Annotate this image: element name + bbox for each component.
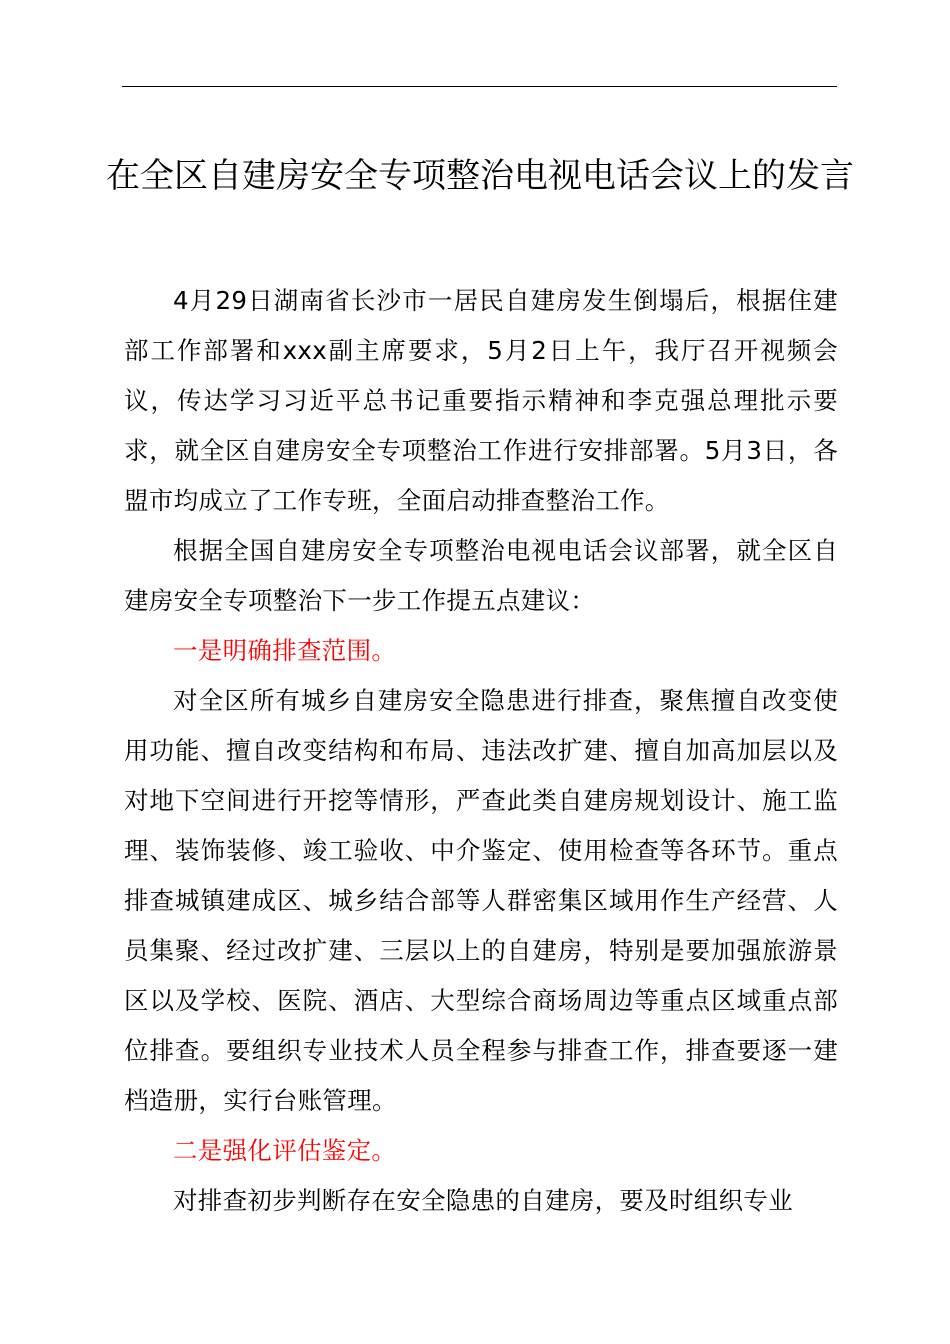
heading-point-one: 一是明确排查范围。 (173, 636, 397, 665)
paragraph-suggestions: 根据全国自建房安全专项整治电视电话会议部署，就全区自建房安全专项整治下一步工作提五点建议： (124, 536, 838, 615)
document-title: 在全区自建房安全专项整治电视电话会议上的发言 (106, 156, 854, 196)
document-body (124, 276, 838, 1226)
paragraph-point-one: 对全区所有城乡自建房安全隐患进行排查，聚焦擅自改变使用功能、擅自改变结构和布局、违法改扩建、擅自加高加层以及对地下空间进行开挖等情形，严查此类自建房规划设计、施工监理、装饰装修、竣工验收、中介鉴定、使用检查等各环节。重点排查城镇建成区、城乡结合部等人群密集区域用作生产经营、人员集聚、经过改扩建、三层以上的自建房，特别是要加强旅游景区以及学校、医院、酒店、大型综合商场周边等重点区域重点部位排查。要组织专业技术人员全程参与排查工作，排查要逐一建档造册，实行台账管理。 (124, 686, 838, 1115)
paragraph-intro: 4月29日湖南省长沙市一居民自建房发生倒塌后，根据住建部工作部署和xxx副主席要求，5月2日上午，我厅召开视频会议，传达学习习近平总书记重要指示精神和李克强总理批示要求，就全区自建房安全专项整治工作进行安排部署。5月3日，各盟市均成立了工作专班，全面启动排查整治工作。 (124, 286, 838, 515)
heading-point-two: 二是强化评估鉴定。 (173, 1136, 397, 1165)
header-rule (122, 86, 837, 87)
paragraph-point-two: 对排查初步判断存在安全隐患的自建房，要及时组织专业 (173, 1186, 793, 1215)
